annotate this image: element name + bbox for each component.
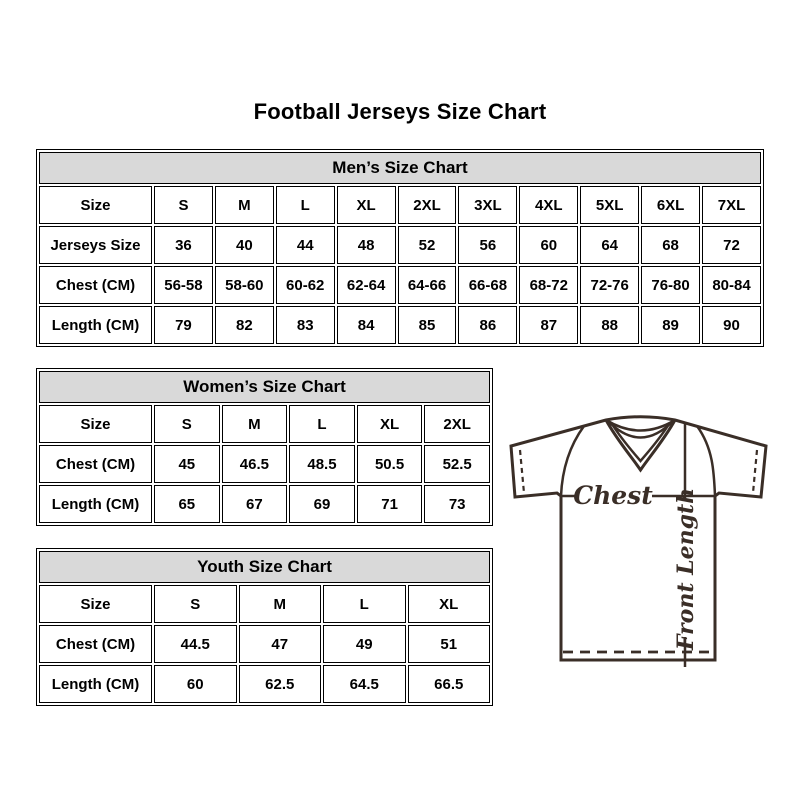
value-cell: 45 [154, 445, 220, 483]
value-cell: XL [337, 186, 396, 224]
value-cell: 56 [458, 226, 517, 264]
row-label-cell: Length (CM) [39, 485, 152, 523]
table-row [39, 445, 490, 483]
table-row [39, 585, 490, 623]
value-cell: 62-64 [337, 266, 396, 304]
value-cell: 2XL [398, 186, 457, 224]
table-section-header: Men’s Size Chart [39, 152, 761, 184]
value-cell: 85 [398, 306, 457, 344]
jersey-outline [511, 417, 766, 660]
mens-size-table [36, 149, 764, 347]
value-cell: 83 [276, 306, 335, 344]
table-row [39, 485, 490, 523]
value-cell: 44.5 [154, 625, 237, 663]
value-cell: 49 [323, 625, 406, 663]
value-cell: 64 [580, 226, 639, 264]
value-cell: 60 [519, 226, 578, 264]
value-cell: 66.5 [408, 665, 491, 703]
table-row [39, 186, 761, 224]
value-cell: L [289, 405, 355, 443]
value-cell: 7XL [702, 186, 761, 224]
row-label-cell: Jerseys Size [39, 226, 152, 264]
value-cell: 72-76 [580, 266, 639, 304]
row-label-cell: Size [39, 186, 152, 224]
value-cell: 44 [276, 226, 335, 264]
value-cell: 64.5 [323, 665, 406, 703]
value-cell: 65 [154, 485, 220, 523]
table-row [39, 266, 761, 304]
value-cell: M [239, 585, 322, 623]
table-row [39, 625, 490, 663]
value-cell: 84 [337, 306, 396, 344]
jersey-measurement-diagram [500, 396, 782, 672]
table-row [39, 306, 761, 344]
row-label-cell: Size [39, 585, 152, 623]
value-cell: M [215, 186, 274, 224]
value-cell: 66-68 [458, 266, 517, 304]
table-row [39, 665, 490, 703]
page-title: Football Jerseys Size Chart [253, 99, 547, 124]
value-cell: 79 [154, 306, 213, 344]
front-length-label: Front Length [673, 487, 699, 651]
value-cell: 88 [580, 306, 639, 344]
value-cell: 36 [154, 226, 213, 264]
value-cell: 71 [357, 485, 423, 523]
table-section-header: Youth Size Chart [39, 551, 490, 583]
value-cell: 46.5 [222, 445, 288, 483]
value-cell: 4XL [519, 186, 578, 224]
front-length-label-group [669, 488, 699, 651]
cuff-stitch-left [520, 450, 524, 493]
value-cell: 40 [215, 226, 274, 264]
row-label-cell: Length (CM) [39, 665, 152, 703]
value-cell: 3XL [458, 186, 517, 224]
value-cell: 89 [641, 306, 700, 344]
value-cell: 90 [702, 306, 761, 344]
cuff-stitch-right [753, 450, 757, 493]
row-label-cell: Chest (CM) [39, 445, 152, 483]
value-cell: 68-72 [519, 266, 578, 304]
row-label-cell: Length (CM) [39, 306, 152, 344]
table-row [39, 405, 490, 443]
chest-label: Chest [573, 481, 653, 510]
value-cell: 48 [337, 226, 396, 264]
value-cell: 86 [458, 306, 517, 344]
value-cell: 82 [215, 306, 274, 344]
value-cell: 50.5 [357, 445, 423, 483]
value-cell: 62.5 [239, 665, 322, 703]
value-cell: 67 [222, 485, 288, 523]
value-cell: 2XL [424, 405, 490, 443]
armhole-right [697, 426, 715, 496]
value-cell: XL [408, 585, 491, 623]
value-cell: M [222, 405, 288, 443]
value-cell: L [276, 186, 335, 224]
value-cell: 52.5 [424, 445, 490, 483]
value-cell: 48.5 [289, 445, 355, 483]
value-cell: S [154, 585, 237, 623]
value-cell: 52 [398, 226, 457, 264]
value-cell: 87 [519, 306, 578, 344]
value-cell: 64-66 [398, 266, 457, 304]
value-cell: XL [357, 405, 423, 443]
value-cell: 68 [641, 226, 700, 264]
table-row [39, 226, 761, 264]
row-label-cell: Size [39, 405, 152, 443]
value-cell: 76-80 [641, 266, 700, 304]
value-cell: 51 [408, 625, 491, 663]
value-cell: S [154, 405, 220, 443]
youth-size-table [36, 548, 493, 706]
womens-size-table [36, 368, 493, 526]
value-cell: 58-60 [215, 266, 274, 304]
value-cell: 73 [424, 485, 490, 523]
value-cell: L [323, 585, 406, 623]
value-cell: 6XL [641, 186, 700, 224]
value-cell: 72 [702, 226, 761, 264]
value-cell: 60 [154, 665, 237, 703]
row-label-cell: Chest (CM) [39, 266, 152, 304]
value-cell: 5XL [580, 186, 639, 224]
value-cell: 69 [289, 485, 355, 523]
table-section-header: Women’s Size Chart [39, 371, 490, 403]
value-cell: 60-62 [276, 266, 335, 304]
value-cell: S [154, 186, 213, 224]
value-cell: 56-58 [154, 266, 213, 304]
row-label-cell: Chest (CM) [39, 625, 152, 663]
value-cell: 47 [239, 625, 322, 663]
value-cell: 80-84 [702, 266, 761, 304]
